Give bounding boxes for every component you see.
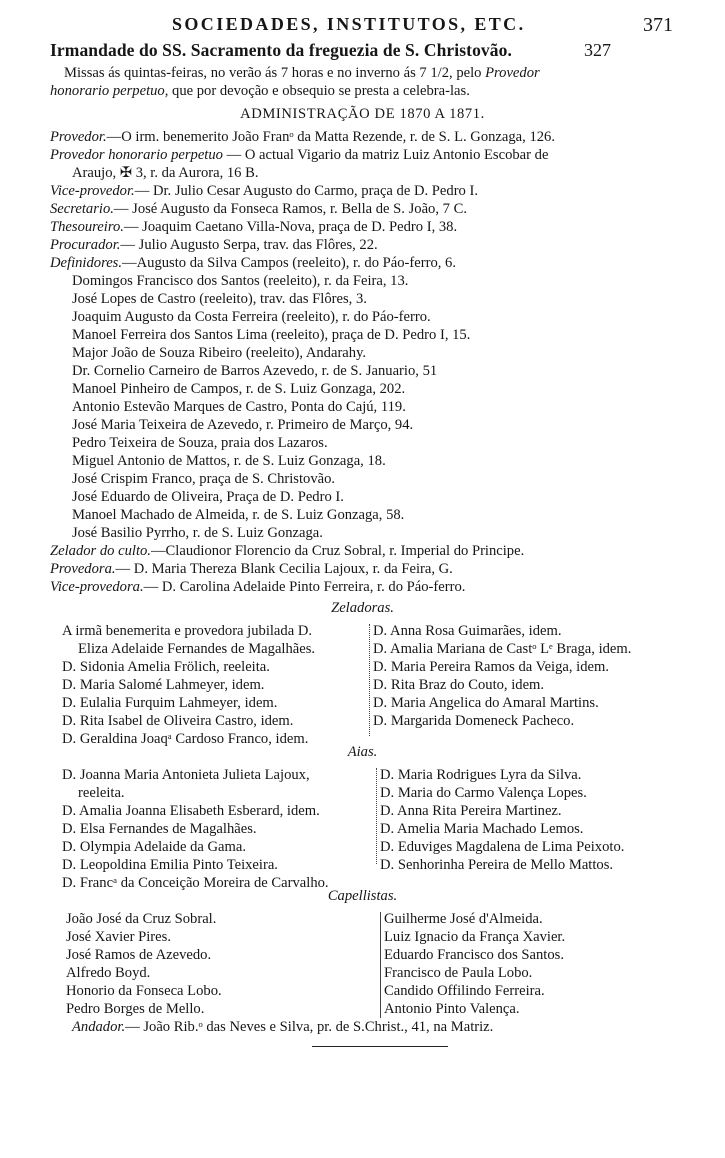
aia-left: D. Olympia Adelaide da Gama. [62,839,246,855]
officer-text: — Dr. Julio Cesar Augusto do Carmo, praça de D. Pedro I. [134,183,479,199]
officer-text: — Julio Augusto Serpa, trav. das Flôres, 22. [120,237,378,253]
definidor-item: Joaquim Augusto da Costa Ferreira (reeleito), r. do Páo-ferro. [72,309,431,325]
zeladora-left: D. Rita Isabel de Oliveira Castro, idem. [62,713,294,729]
aia-left: D. Amalia Joanna Elisabeth Esberard, idem. [62,803,320,819]
officer-role: Secretario. [50,201,114,217]
andador-role: Andador. [72,1019,126,1035]
aia-left: D. Francᵃ da Conceição Moreira de Carvalho. [62,875,329,891]
officer-line [50,182,478,200]
column-divider [380,912,381,1018]
administration-heading: ADMINISTRAÇÃO DE 1870 A 1871. [240,106,485,122]
andador-line [72,1018,493,1036]
running-head: SOCIEDADES, INSTITUTOS, ETC. [172,14,526,34]
intro-line-1 [64,64,540,82]
zeladora-left: D. Eulalia Furquim Lahmeyer, idem. [62,695,278,711]
zeladora-left: D. Maria Salomé Lahmeyer, idem. [62,677,265,693]
officer-text: —Augusto da Silva Campos (reeleito), r. do Páo-ferro, 6. [122,255,456,271]
intro-role: Provedor [485,65,540,81]
officer-role: Provedor. [50,129,107,145]
closing-rule [312,1046,448,1047]
capellista-left: Pedro Borges de Mello. [66,1001,205,1017]
officer-line [50,254,456,272]
definidor-item: José Basilio Pyrrho, r. de S. Luiz Gonzaga. [72,525,323,541]
officer-role: Definidores. [50,255,123,271]
officer-text: —O irm. benemerito João Franᵒ da Matta Rezende, r. de S. L. Gonzaga, 126. [106,129,555,145]
officer-role: Zelador do culto. [50,543,151,559]
definidor-item: José Lopes de Castro (reeleito), trav. das Flôres, 3. [72,291,367,307]
officer-role: Procurador. [50,237,121,253]
officer-line [50,146,548,164]
capellistas-heading: Capellistas. [327,888,398,904]
intro-text-2: , que por devoção e obsequio se presta a celebra-las. [164,83,470,99]
capellista-left: Honorio da Fonseca Lobo. [66,983,222,999]
aia-right: D. Amelia Maria Machado Lemos. [380,821,584,837]
column-divider [376,768,377,864]
definidor-item: Domingos Francisco dos Santos (reeleito), r. da Feira, 13. [72,273,409,289]
aias-heading: Aias. [347,744,378,760]
officer-line [72,164,259,182]
capellista-left: João José da Cruz Sobral. [66,911,217,927]
officer-text: — José Augusto da Fonseca Ramos, r. Bella de S. João, 7 C. [113,201,467,217]
definidor-item: Antonio Estevão Marques de Castro, Ponta do Cajú, 119. [72,399,406,415]
capellista-right: Antonio Pinto Valença. [384,1001,520,1017]
officer-role: Provedora. [50,561,116,577]
capellista-right: Candido Offilindo Ferreira. [384,983,545,999]
officer-role: Vice-provedora. [50,579,144,595]
officer-line [50,542,524,560]
definidor-item: Manoel Machado de Almeida, r. de S. Luiz Gonzaga, 58. [72,507,405,523]
capellista-right: Eduardo Francisco dos Santos. [384,947,564,963]
officer-line [50,200,467,218]
officer-line [50,560,453,578]
aia-right: D. Senhorinha Pereira de Mello Mattos. [380,857,614,873]
zeladora-right: D. Margarida Domeneck Pacheco. [373,713,575,729]
officer-line [50,236,378,254]
aia-left: D. Leopoldina Emilia Pinto Teixeira. [62,857,278,873]
aia-right: D. Eduviges Magdalena de Lima Peixoto. [380,839,625,855]
officer-text: —Claudionor Florencio da Cruz Sobral, r. Imperial do Principe. [150,543,525,559]
page-number: 371 [643,14,673,36]
zeladora-right: D. Anna Rosa Guimarães, idem. [373,623,562,639]
aia-left: D. Elsa Fernandes de Magalhães. [62,821,257,837]
definidor-item: José Crispim Franco, praça de S. Christovão. [72,471,336,487]
zeladora-left: D. Sidonia Amelia Frölich, reeleita. [62,659,270,675]
officer-line [50,128,555,146]
officer-text: — O actual Vigario da matriz Luiz Antonio Escobar de [222,147,549,163]
definidor-item: José Maria Teixeira de Azevedo, r. Primeiro de Março, 94. [72,417,414,433]
capellista-right: Francisco de Paula Lobo. [384,965,533,981]
capellista-left: José Xavier Pires. [66,929,171,945]
zeladora-right: D. Rita Braz do Couto, idem. [373,677,545,693]
capellista-left: Alfredo Boyd. [66,965,151,981]
zeladora-right: D. Maria Pereira Ramos da Veiga, idem. [373,659,610,675]
definidor-item: Major João de Souza Ribeiro (reeleito), Andarahy. [72,345,367,361]
definidor-item: Dr. Cornelio Carneiro de Barros Azevedo, r. de S. Januario, 51 [72,363,438,379]
aia-right: D. Anna Rita Pereira Martinez. [380,803,562,819]
officer-text: — D. Carolina Adelaide Pinto Ferreira, r. do Páo-ferro. [143,579,466,595]
definidor-item: Pedro Teixeira de Souza, praia dos Lazaros. [72,435,328,451]
definidor-item: Manoel Pinheiro de Campos, r. de S. Luiz Gonzaga, 202. [72,381,406,397]
definidor-item: Manoel Ferreira dos Santos Lima (reeleito), praça de D. Pedro I, 15. [72,327,471,343]
aia-left: reeleita. [78,785,125,801]
definidor-item: José Eduardo de Oliveira, Praça de D. Pedro I. [72,489,344,505]
officer-text: Araujo, ✠ 3, r. da Aurora, 16 B. [72,165,259,181]
officer-text: — Joaquim Caetano Villa-Nova, praça de D. Pedro I, 38. [123,219,458,235]
andador-text: — João Rib.ᵒ das Neves e Silva, pr. de S.Christ., 41, na Matriz. [125,1019,494,1035]
aia-left: D. Joanna Maria Antonieta Julieta Lajoux, [62,767,310,783]
officer-line [50,218,457,236]
zeladoras-heading: Zeladoras. [331,600,394,616]
officer-role: Provedor honorario perpetuo [50,147,223,163]
zeladora-right: D. Amalia Mariana de Castᵒ Lᵉ Braga, idem. [373,641,632,657]
officer-line [50,578,465,596]
capellista-right: Guilherme José d'Almeida. [384,911,543,927]
definidor-item: Miguel Antonio de Mattos, r. de S. Luiz Gonzaga, 18. [72,453,386,469]
zeladora-left: D. Geraldina Joaqᵃ Cardoso Franco, idem. [62,731,309,747]
capellista-left: José Ramos de Azevedo. [66,947,212,963]
intro-role-2: honorario perpetuo [50,83,165,99]
section-title: Irmandade do SS. Sacramento da freguezia de S. Christovão. [50,40,512,60]
capellista-right: Luiz Ignacio da França Xavier. [384,929,566,945]
aia-right: D. Maria do Carmo Valença Lopes. [380,785,587,801]
column-divider [369,624,370,736]
intro-text: Missas ás quintas-feiras, no verão ás 7 horas e no inverno ás 7 1/2, pelo [64,65,482,81]
officer-role: Vice-provedor. [50,183,135,199]
aia-right: D. Maria Rodrigues Lyra da Silva. [380,767,582,783]
section-number: 327 [584,40,611,60]
zeladora-right: D. Maria Angelica do Amaral Martins. [373,695,599,711]
officer-text: — D. Maria Thereza Blank Cecilia Lajoux, r. da Feira, G. [115,561,453,577]
zeladora-left: Eliza Adelaide Fernandes de Magalhães. [78,641,316,657]
officer-role: Thesoureiro. [50,219,124,235]
intro-line-2 [50,82,470,100]
zeladora-left: A irmã benemerita e provedora jubilada D. [62,623,313,639]
